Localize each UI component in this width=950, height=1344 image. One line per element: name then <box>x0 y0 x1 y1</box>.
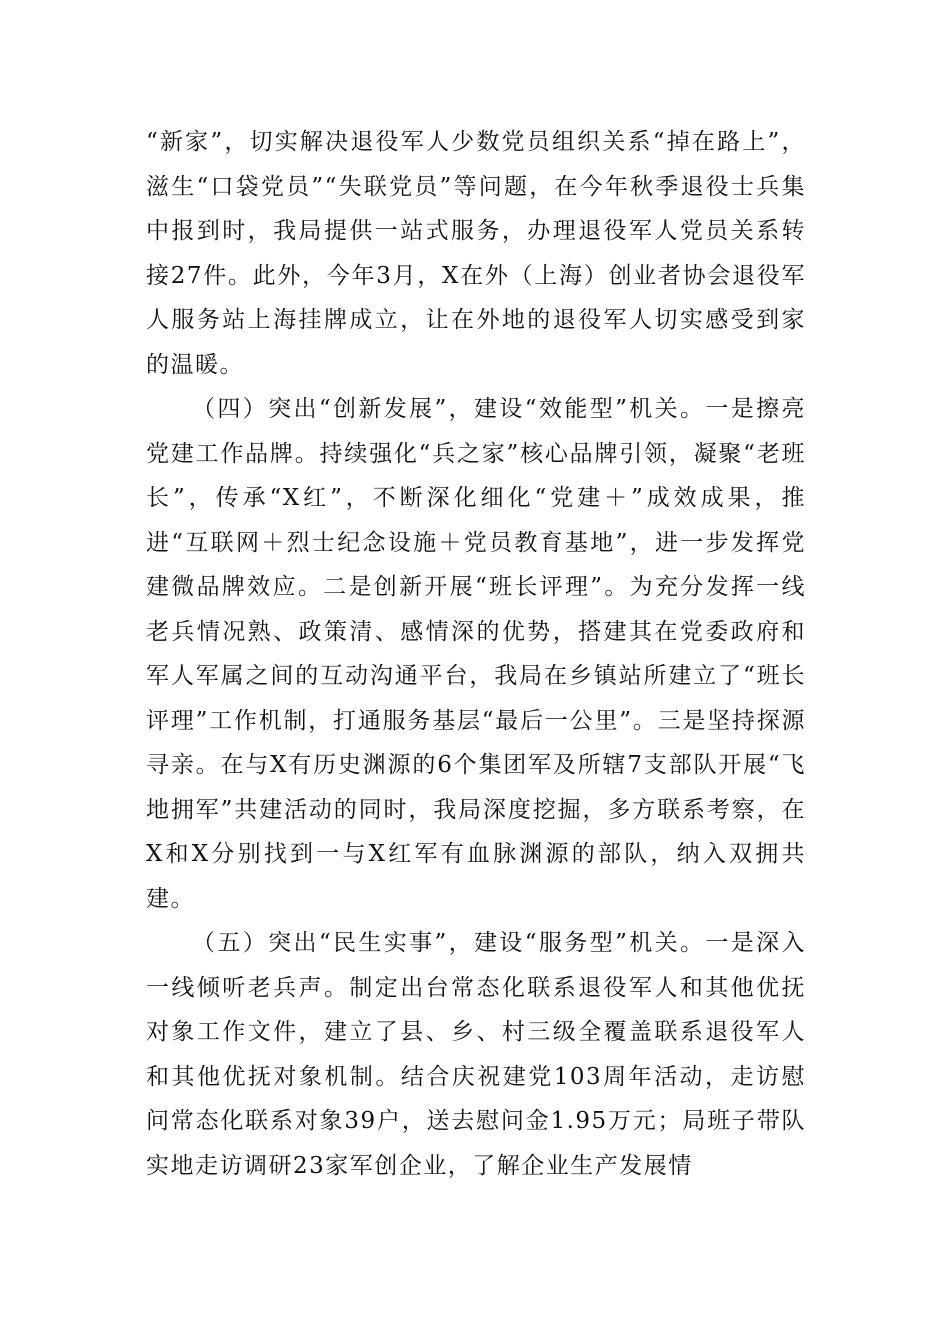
paragraph-continuation: “新家”，切实解决退役军人少数党员组织关系“掉在路上”，滋生“口袋党员”“失联党员”等问题，在今年秋季退役士兵集中报到时，我局提供一站式服务，办理退役军人党员关系转接27件。此外，今年3月，X在外（上海）创业者协会退役军人服务站上海挂牌成立，让在外地的退役军人切实感受到家的温暖。 <box>146 129 806 378</box>
paragraph-section-five: （五）突出“民生实事”，建设“服务型”机关。一是深入一线倾听老兵声。制定出台常态化联系退役军人和其他优抚对象工作文件，建立了县、乡、村三级全覆盖联系退役军人和其他优抚对象机制。结合庆祝建党103周年活动，走访慰问常态化联系对象39户，送去慰问金1.95万元；局班子带队实地走访调研23家军创企业，了解企业生产发展情 <box>146 930 806 1179</box>
paragraph-section-four: （四）突出“创新发展”，建设“效能型”机关。一是擦亮党建工作品牌。持续强化“兵之家”核心品牌引领，凝聚“老班长”，传承“X红”，不断深化细化“党建＋”成效成果，推进“互联网＋烈士纪念设施＋党员教育基地”，进一步发挥党建微品牌效应。二是创新开展“班长评理”。为充分发挥一线老兵情况熟、政策清、感情深的优势，搭建其在党委政府和军人军属之间的互动沟通平台，我局在乡镇站所建立了“班长评理”工作机制，打通服务基层“最后一公里”。三是坚持探源寻亲。在与X有历史渊源的6个集团军及所辖7支部队开展“飞地拥军”共建活动的同时，我局深度挖掘，多方联系考察，在X和X分别找到一与X红军有血脉渊源的部队，纳入双拥共建。 <box>146 396 806 912</box>
document-body <box>146 120 806 1188</box>
